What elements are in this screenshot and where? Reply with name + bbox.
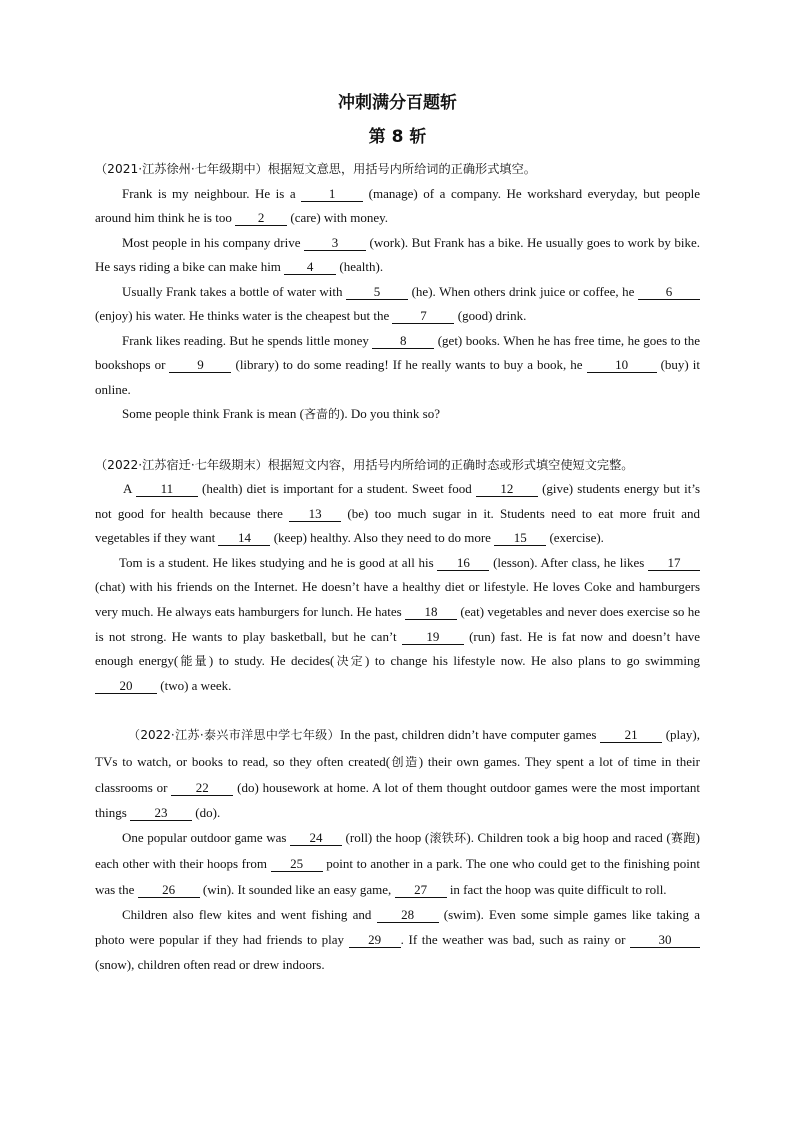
blank-2[interactable]: 2 [235,210,287,226]
blank-19[interactable]: 19 [402,629,464,645]
section-2-paragraph-1: A 11 (health) diet is important for a student. Sweet food 12 (give) students energy but it’s not good for health because there 13 (be) too much sugar in it. Students need to eat more fruit and vegetables if they want 14 (keep) healthy. Also they need to do more 15 (exercise). [95,481,701,546]
blank-7[interactable]: 7 [392,308,454,324]
blank-20[interactable]: 20 [95,678,157,694]
blank-24[interactable]: 24 [290,830,342,846]
section-1-paragraph-3: Usually Frank takes a bottle of water with 5 (he). When others drink juice or coffee, he 6 (enjoy) his water. He thinks water is the cheapest but the 7 (good) drink. [95,280,700,329]
blank-3[interactable]: 3 [304,235,366,251]
page-title: 冲刺满分百题斩 [338,93,457,113]
blank-17[interactable]: 17 [648,555,700,571]
section-2-paragraph-2: Tom is a student. He likes studying and he is good at all his 16 (lesson). After class, he likes 17 (chat) with his friends on the Internet. He doesn’t have a healthy diet or lifestyle. He loves Coke and hamburgers very much. He always eats hamburgers for lunch. He hates 18 (eat) vegetables and never does exercise so he is not strong. He wants to play basketball, but he can’t 19 (run) fast. He is fat now and doesn’t have enough energy(能量) to study. He decides(决定) to change his lifestyle now. He also plans to go swimming 20 (two) a week. [95,554,700,693]
blank-16[interactable]: 16 [437,555,489,571]
section-1-instruction: （2021·江苏徐州·七年级期中）根据短文意思，用括号内所给词的正确形式填空。 [95,162,536,176]
blank-28[interactable]: 28 [377,907,439,923]
blank-13[interactable]: 13 [289,506,341,522]
blank-15[interactable]: 15 [494,530,546,546]
blank-6[interactable]: 6 [638,284,700,300]
blank-8[interactable]: 8 [372,333,434,349]
blank-23[interactable]: 23 [130,805,192,821]
section-3-paragraph-1: （2022·江苏·泰兴市洋思中学七年级）In the past, children didn’t have computer games 21 (play), TVs to watch, or books to read, so they often created(创造) their own games. They spent a lot of time in their classrooms or 22 (do) housework at home. A lot of them thought outdoor games were the most important things 23 (do). [95,727,701,820]
section-1-paragraph-4: Frank likes reading. But he spends little money 8 (get) books. When he has free time, he goes to the bookshops or 9 (library) to do some reading! If he really wants to buy a book, he 10 (buy) it online. [95,332,701,397]
blank-12[interactable]: 12 [476,481,538,497]
section-3-source: （2022·江苏·泰兴市洋思中学七年级） [128,728,341,743]
blank-25[interactable]: 25 [271,856,323,872]
blank-10[interactable]: 10 [587,357,657,373]
exercise-section-2 [95,453,700,699]
section-3-paragraph-3: Children also flew kites and went fishing and 28 (swim). Even some simple games like taking a photo were popular if they had friends to play 29 . If the weather was bad, such as rainy or 30 (snow), children often read or drew indoors. [95,906,700,973]
blank-26[interactable]: 26 [138,882,200,898]
section-2-instruction: （2022·江苏宿迁·七年级期末）根据短文内容，用括号内所给词的正确时态或形式填空使短文完整。 [95,457,634,472]
section-1-paragraph-5: Some people think Frank is mean (吝啬的). Do you think so? [122,406,441,421]
blank-9[interactable]: 9 [169,357,231,373]
section-1-paragraph-2: Most people in his company drive 3 (work). But Frank has a bike. He usually goes to work by bike. He says riding a bike can make him 4 (health). [95,234,700,274]
section-1-paragraph-1: Frank is my neighbour. He is a 1 (manage) of a company. He workshard everyday, but people around him think he is too 2 (care) with money. [95,185,700,225]
blank-22[interactable]: 22 [171,780,233,796]
blank-27[interactable]: 27 [395,882,447,898]
blank-5[interactable]: 5 [346,284,408,300]
exercise-section-3 [95,722,700,977]
blank-29[interactable]: 29 [349,932,401,948]
blank-18[interactable]: 18 [405,604,457,620]
blank-30[interactable]: 30 [630,932,700,948]
blank-21[interactable]: 21 [600,727,662,743]
exercise-section-1 [95,157,700,427]
blank-1[interactable]: 1 [301,186,363,202]
section-3-paragraph-2: One popular outdoor game was 24 (roll) the hoop (滚铁环). Children took a big hoop and raced (赛跑) each other with their hoops from 25 point to another in a park. The one who could get to the finishing point was the 26 (win). It sounded like an easy game, 27 in fact the hoop was quite difficult to roll. [95,830,700,897]
blank-14[interactable]: 14 [218,530,270,546]
blank-11[interactable]: 11 [136,481,198,497]
blank-4[interactable]: 4 [284,259,336,275]
page-subtitle: 第 8 斩 [368,127,427,147]
